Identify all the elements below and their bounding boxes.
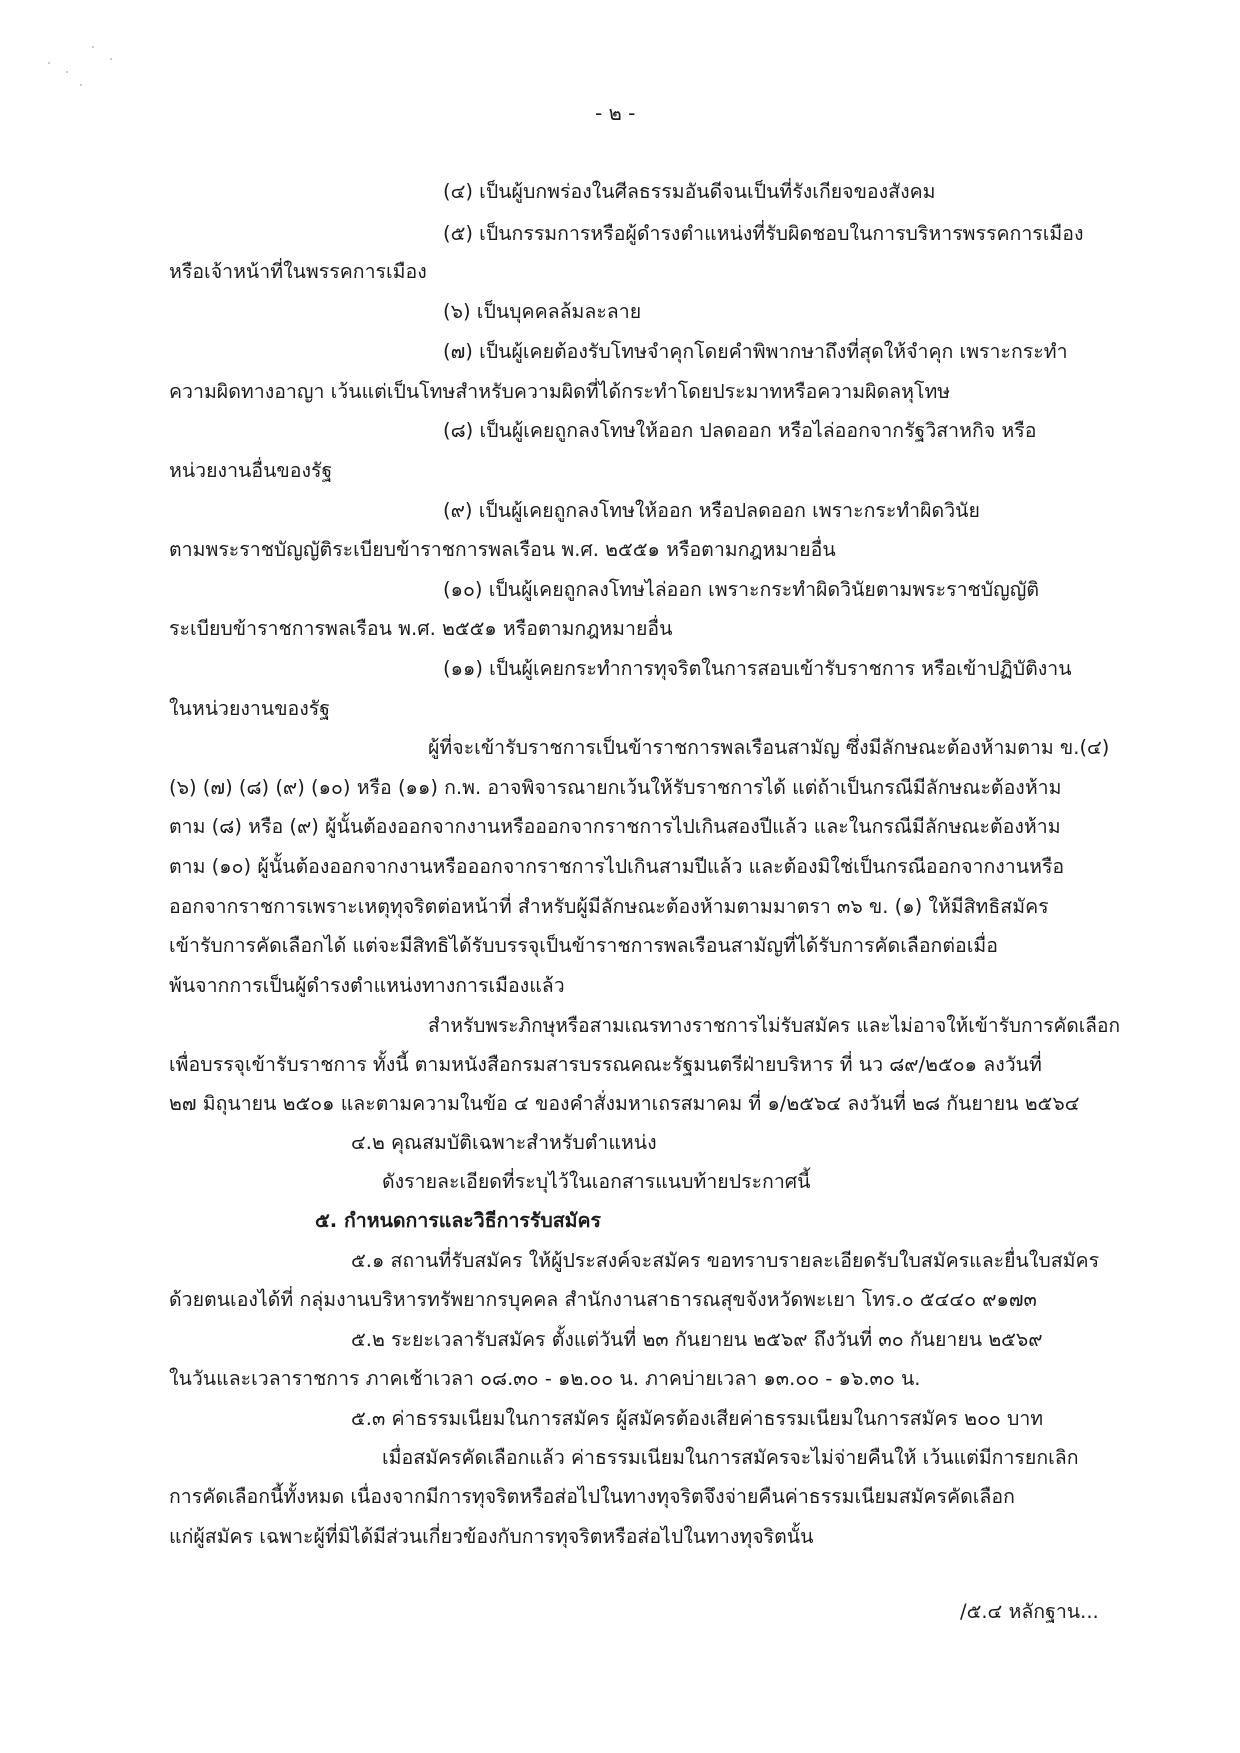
text-line: พ้นจากการเป็นผู้ดำรงตำแหน่งทางการเมืองแล้ว <box>169 974 565 997</box>
scan-speck <box>92 46 94 48</box>
text-line: (๑๐) เป็นผู้เคยถูกลงโทษไล่ออก เพราะกระทำผิดวินัยตามพระราชบัญญัติ <box>443 578 1040 601</box>
text-line: (๖) (๗) (๘) (๙) (๑๐) หรือ (๑๑) ก.พ. อาจพิจารณายกเว้นให้รับราชการได้ แต่ถ้าเป็นกรณีมีลักษณะต้องห้าม <box>169 776 1062 799</box>
text-line: (๔) เป็นผู้บกพร่องในศีลธรรมอันดีจนเป็นที่รังเกียจของสังคม <box>443 180 936 203</box>
text-line: ๕.๑ สถานที่รับสมัคร ให้ผู้ประสงค์จะสมัคร ขอทราบรายละเอียดรับใบสมัครและยื่นใบสมัคร <box>351 1249 1100 1272</box>
continuation-note: /๕.๔ หลักฐาน... <box>960 1600 1099 1623</box>
text-line: ตาม (๘) หรือ (๙) ผู้นั้นต้องออกจากงานหรือออกจากราชการไปเกินสองปีแล้ว และในกรณีมีลักษณะต้องห้าม <box>169 815 1061 838</box>
text-line: ๕.๓ ค่าธรรมเนียมในการสมัคร ผู้สมัครต้องเสียค่าธรรมเนียมในการสมัคร ๒๐๐ บาท <box>351 1407 1044 1430</box>
text-line: (๗) เป็นผู้เคยต้องรับโทษจำคุกโดยคำพิพากษาถึงที่สุดให้จำคุก เพราะกระทำ <box>443 340 1068 363</box>
text-line: (๖) เป็นบุคคลล้มละลาย <box>443 300 642 323</box>
text-line: (๘) เป็นผู้เคยถูกลงโทษให้ออก ปลดออก หรือไล่ออกจากรัฐวิสาหกิจ หรือ <box>443 419 1037 442</box>
text-line: ด้วยตนเองได้ที่ กลุ่มงานบริหารทรัพยากรบุคคล สำนักงานสาธารณสุขจังหวัดพะเยา โทร.๐ ๕๔๔๐ ๙๑๗๓ <box>169 1288 1037 1311</box>
text-line: การคัดเลือกนี้ทั้งหมด เนื่องจากมีการทุจริตหรือส่อไปในทางทุจริตจึงจ่ายคืนค่าธรรมเนียมสมัครคัดเลือก <box>169 1485 1015 1508</box>
text-line: ระเบียบข้าราชการพลเรือน พ.ศ. ๒๕๕๑ หรือตามกฎหมายอื่น <box>169 617 673 640</box>
text-line: ๕.๒ ระยะเวลารับสมัคร ตั้งแต่วันที่ ๒๓ กันยายน ๒๕๖๙ ถึงวันที่ ๓๐ กันยายน ๒๕๖๙ <box>351 1328 1043 1351</box>
text-line: ออกจากราชการเพราะเหตุทุจริตต่อหน้าที่ สำหรับผู้มีลักษณะต้องห้ามตามมาตรา ๓๖ ข. (๑) ให้มีสิทธิสมัคร <box>169 895 1049 918</box>
text-line: เข้ารับการคัดเลือกได้ แต่จะมีสิทธิได้รับบรรจุเป็นข้าราชการพลเรือนสามัญที่ได้รับการคัดเลือกต่อเมื่อ <box>169 934 998 957</box>
page-number: - ๒ - <box>595 101 636 125</box>
text-line: ในหน่วยงานของรัฐ <box>169 697 331 720</box>
text-line: ตามพระราชบัญญัติระเบียบข้าราชการพลเรือน พ.ศ. ๒๕๕๑ หรือตามกฎหมายอื่น <box>169 538 836 561</box>
scan-speck <box>110 58 112 60</box>
text-line: ผู้ที่จะเข้ารับราชการเป็นข้าราชการพลเรือนสามัญ ซึ่งมีลักษณะต้องห้ามตาม ข.(๔) <box>428 736 1110 759</box>
section-heading: ๕. กำหนดการและวิธีการรับสมัคร <box>315 1209 601 1232</box>
text-line: ความผิดทางอาญา เว้นแต่เป็นโทษสำหรับความผิดที่ได้กระทำโดยประมาทหรือความผิดลหุโทษ <box>169 380 951 403</box>
scan-speck <box>66 71 68 73</box>
text-line: เพื่อบรรจุเข้ารับราชการ ทั้งนี้ ตามหนังสือกรมสารบรรณคณะรัฐมนตรีฝ่ายบริหาร ที่ นว ๘๙/๒๕๐๑ ลงวันที่ <box>169 1053 1042 1076</box>
text-line: ในวันและเวลาราชการ ภาคเช้าเวลา ๐๘.๓๐ - ๑๒.๐๐ น. ภาคบ่ายเวลา ๑๓.๐๐ - ๑๖.๓๐ น. <box>169 1367 921 1390</box>
text-line: (๑๑) เป็นผู้เคยกระทำการทุจริตในการสอบเข้ารับราชการ หรือเข้าปฏิบัติงาน <box>443 657 1072 680</box>
subsection-heading: ๔.๒ คุณสมบัติเฉพาะสำหรับตำแหน่ง <box>351 1131 657 1154</box>
text-line: หน่วยงานอื่นของรัฐ <box>169 459 333 482</box>
text-line: หรือเจ้าหน้าที่ในพรรคการเมือง <box>169 260 427 283</box>
text-line: (๕) เป็นกรรมการหรือผู้ดำรงตำแหน่งที่รับผิดชอบในการบริหารพรรคการเมือง <box>443 222 1084 245</box>
text-line: (๙) เป็นผู้เคยถูกลงโทษให้ออก หรือปลดออก เพราะกระทำผิดวินัย <box>443 499 980 522</box>
text-line: แก่ผู้สมัคร เฉพาะผู้ที่มิได้มีส่วนเกี่ยวข้องกับการทุจริตหรือส่อไปในทางทุจริตนั้น <box>169 1525 814 1548</box>
scan-speck <box>48 62 50 64</box>
text-line: ๒๗ มิถุนายน ๒๕๐๑ และตามความในข้อ ๔ ของคำสั่งมหาเถรสมาคม ที่ ๑/๒๕๖๔ ลงวันที่ ๒๘ กันยายน ๒๕๖๔ <box>169 1092 1080 1115</box>
text-line: สำหรับพระภิกษุหรือสามเณรทางราชการไม่รับสมัคร และไม่อาจให้เข้ารับการคัดเลือก <box>428 1014 1121 1037</box>
text-line: ดังรายละเอียดที่ระบุไว้ในเอกสารแนบท้ายประกาศนี้ <box>382 1170 811 1193</box>
scan-speck <box>80 84 82 86</box>
text-line: เมื่อสมัครคัดเลือกแล้ว ค่าธรรมเนียมในการสมัครจะไม่จ่ายคืนให้ เว้นแต่มีการยกเลิก <box>382 1446 1079 1469</box>
text-line: ตาม (๑๐) ผู้นั้นต้องออกจากงานหรือออกจากราชการไปเกินสามปีแล้ว และต้องมิใช่เป็นกรณีออกจากงานหรือ <box>169 855 1065 878</box>
